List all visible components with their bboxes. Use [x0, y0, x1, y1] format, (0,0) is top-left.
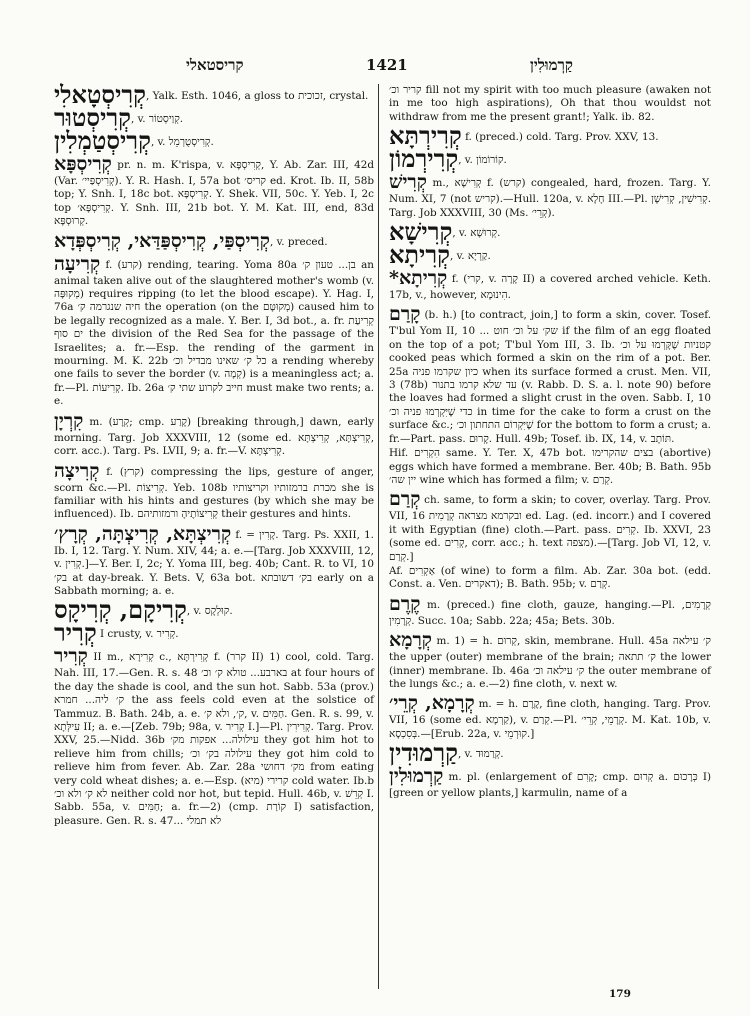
dictionary-entry	[389, 240, 711, 270]
entry-definition: I crusty, v. קְרִיר.	[96, 628, 179, 641]
entry-definition: m. (קְרָע; cmp. קָרַע) [breaking through,] dawn, early morning. Targ. Job XXXVIII, 12 (some ed. קְרִיצְתָּא, קְרִיצְתָּא, corr. acc.). Targ. Ps. LVII, 9; a. fr.—V. קְרִיצְתָּא.	[54, 415, 375, 458]
entry-definition: m. 1) = h. קְרוּם, skin, membrane. Hull. 45a ק׳ עילאה the upper (outer) membrane of the brain; ק׳ תתאה the lower (inner) membrane. Ib. 46a ק׳ עילאה וכ׳ the outer membrane of the lungs &c.; a. e.—2) fine cloth, v. next w.	[389, 635, 711, 690]
dictionary-entry	[54, 645, 374, 828]
entry-definition: , v. preced.	[269, 235, 328, 248]
entry-definition: m. = h. קֶרֶם, fine cloth, hanging. Targ. Prov. VII, 16 (some ed. קַרְמָא), v. קְרַם.—Pl. קְרָמֵי, קְרֵי׳. M. Kat. 10b, v. בְּסִכְסָא.—[Erub. 22a, v. קוּרְמֵי.]	[389, 698, 711, 740]
entry-headword: קָרַם	[389, 303, 421, 326]
entry-definition: m. pl. (enlargement of קָרִם; cmp. קְרוּם a. כְּרָכוּם I) [green or yellow plants,] karmulin, name of a	[389, 771, 712, 800]
entry-definition: , v. קוּלְקָס.	[186, 605, 233, 618]
page-header	[0, 56, 750, 78]
dictionary-entry	[389, 267, 711, 302]
entry-definition: f. (קרי, v. קָרָה II) a covered arched vehicle. Keth. 17b, v., however, הִינוּמָא.	[389, 273, 711, 302]
entry-definition: קריר וכ׳ fill not my spirit with too much pleasure (awaken not in me too high aspirations), Oh that thou wouldst not withdraw from me the present grant!; Yalk. ib. 82.	[389, 84, 712, 123]
entry-definition: f. (preced.) cold. Targ. Prov. XXV, 13.	[461, 131, 659, 144]
entry-definition: Af. אַקְרִים (of wine) to form a film. Ab. Zar. 30a bot. (edd. Const. a. Ven. דאקרים); B. Bath. 95b; v. קְרַם.	[389, 564, 712, 591]
entry-headword: קַרְמוּדִין	[389, 738, 458, 768]
entry-headword: קְרִיצָה	[54, 459, 100, 482]
entry-definition: Hif. הִקְרִים same. Y. Ter. X, 47b bot. בצים שהקרימו (abortive) eggs which have formed a membrane. Ber. 40b; B. Bath. 95b יין שה׳ wine which has formed a film; v. קְרַם.	[389, 447, 711, 486]
entry-definition: m., קְרִישָׁא f. (קרש) congealed, hard, frozen. Targ. Y. Num. XI, 7 (not קריש).—Hull. 120a, v. חָלָא III.—Pl. קְרִישִׁין, קְרִישָׁן. Targ. Job XXXVIII, 30 (Ms. קְרֵי׳).	[389, 177, 711, 219]
entry-headword: קְרַם	[389, 488, 421, 511]
entry-headword: קְרִיקָם, קְרִיקָס	[54, 595, 187, 625]
entry-headword: קֶרֶם	[389, 592, 421, 615]
entry-headword: קְרִיסְפָּא	[54, 153, 112, 175]
entry-headword: קְרִירְתָּא	[389, 121, 462, 151]
entry-headword: קִרְיָן	[54, 409, 84, 432]
entry-definition: , v. קְרַמוּד.	[457, 748, 504, 761]
entry-definition: f. (קרץ) compressing the lips, gesture of anger, scorn &c.—Pl. קְרִיצוֹת. Yeb. 108b מכרת ברמזותיו וקריצותיו she is familiar with his hints and gestures (by which she may be influenced). Ib. קְרִיצוֹתֶיהָ ורמזותיהם their gestures and hints.	[54, 465, 374, 521]
entry-headword: *קְרִיתָא	[389, 267, 448, 290]
dictionary-entry	[389, 692, 711, 741]
entry-headword: קְרִיסְטוּר	[54, 103, 132, 132]
entry-definition: (b. h.) [to contract, join,] to form a skin, cover. Tosef. T'bul Yom II, 10 ... שק׳ על וכ׳ חוט if the film of an egg floated on the top of a pot; T'bul Yom III, 3. Ib. קטניות שֶׁקָּרְמוּ על וכ׳ cooked peas which formed a skin on the rim of a pot. Ber. 25a כיון שקרמו פניה when its surface formed a crust. Men. VII, 3 (78b) עד שלא קרמו בתנור (v. Rabb. D. S. a. l. note 90) before the loaves had formed a slight crust in the oven. Sabb. I, 10 כדי שֶׁיִּקְרְמוּ פניה וכ׳ in time for the cake to form a crust on the surface &c.; שֶׁיִּקְרוֹם התחתון וכ׳ for the bottom to form a crust; a. fr.—Part. pass. קָרוּם. Hull. 49b; Tosef. ib. IX, 14, v. תּוֹתָב.	[389, 309, 712, 445]
entry-definition: f. (קרע) rending, tearing. Yoma 80a בן... טעון ק׳ an animal taken alive out of the slaughtered mother's womb (v. מְקוּפָּה) requires ripping (to let the blood escape). Y. Hag. I, 76a חיה שנגרמה ק׳ the operation (on the מְקוּטָּם) caused him to be legally recognized as a male. Y. Ber. I, 3d bot., a. fr. קְרִיעַת ים סוף the division of the Red Sea for the passage of the Israelites; a. fr.—Esp. the rending of the garment in mourning. M. K. 22b כל ק׳ שאינו מבדיל וכ׳ a rending whereby one fails to sever the border (v. קְמָה) is a meaningless act; a. fr.—Pl. קְרִיעוֹת. Ib. 26a חייב לקרוע שתי ק׳ must make two rents; a. e.	[54, 258, 374, 408]
dictionary-entry	[54, 126, 374, 155]
entry-definition: ch. same, to form a skin; to cover, overlay. Targ. Prov. VII, 16 ובקרמא מצראה קְרָמִית ed. Lag. (ed. incorr.) and I covered it with Egyptian (fine) cloth.—Part. pass. קְרִים. Ib. XXVI, 23 (some ed. קְרִים, corr. acc.; h. text מצפה).—[Targ. Job VI, 12, v. קְרַם.]	[389, 494, 711, 563]
entry-headword: קְרִיסְטָאלִי	[54, 80, 147, 109]
dictionary-entry	[54, 460, 374, 522]
entry-definition: pr. n. m. K'rispa, v. קְרִיסְפָּא, Y. Ab. Zar. III, 42d (Var. קְרִיסְפַּיי׳). Y. R. Hash. I, 57a bot קריס׳ ed. Krot. Ib. II, 58b top; Y. Snh. I, 18c bot. קְרִיסְפָּא. Y. Shek. VII, 50c. Y. Yeb. I, 2c top קְרִיסְפָּא׳. Y. Snh. III, 21b bot. Y. M. Kat. III, end, 83d קְרוּסְפָּא.	[54, 159, 374, 228]
entry-headword: קְרִישׁ	[389, 171, 427, 194]
column-divider	[378, 84, 379, 989]
entry-definition: II m., קְרִירָא c., קְרִירְתָּא f. (קרר II) 1) cool, cold. Targ. Nah. III, 17.—Gen. R. s. 48 בארבע... טולא ק׳ וכ׳ at four hours of the day the shade is cool, and the sun hot. Sabb. 53a (prov.) ק׳ ליה... חמרא the ass feels cold even at the solstice of Tammuz. B. Bath. 24b, a. e. ק׳, ולא ק׳, v. חַמִּים. Gen. R. s. 99, v. עִילְּתָא II; a. e.—[Zeb. 79b; 98a, v. קְרִיר I.]—Pl. קְרִירִין. Targ. Prov. XXV, 25.—Nidd. 36b עילולה... אפקות מק׳ they got him hot to relieve him from chills; עילולה בק׳ וכ׳ they got him cold to relieve him from fever. Ab. Zar. 28a מק׳ דחושי from eating very cold wheat dishes; a. e.—Esp. קרירי (מיא) cold water. Ib.b לא ק׳ ולא וכ׳ neither cold nor hot, but tepid. Hull. 46b, v. קְרֵשׁ I. Sabb. 55a, v. חַמִּים; a. fr.—2) (cmp. קוֹרַת I) satisfaction, pleasure. Gen. R. s. 47... לא תמלי	[54, 651, 375, 827]
entry-definition: m. (preced.) fine cloth, gauze, hanging.—Pl. קְרָמִים, קְרָמִין. Succ. 10a; Sabb. 22a; 45a; Bets. 30b.	[389, 598, 711, 627]
entry-definition: f. = קָרִין. Targ. Ps. XXII, 1. Ib. I, 12. Targ. Y. Num. XIV, 44; a. e.—[Targ. Job XXXVIII, 12, v. קְרִין.]—Y. Ber. I, 2c; Y. Yoma III, beg. 40b; Cant. R. to VI, 10 בק׳ at day-break. Y. Bets. V, 63a bot. בק׳ דשובתא early on a Sabbath morning; a. e.	[54, 528, 375, 597]
dictionary-entry	[389, 144, 711, 174]
entry-definition: , v. קְוַיסְטוֹר.	[131, 113, 184, 125]
entry-headword: קְרִיתָא	[389, 240, 450, 270]
left-column	[54, 80, 375, 829]
dictionary-entry	[54, 595, 374, 625]
entry-definition: , v. קְרוּשָׁא.	[452, 227, 501, 240]
dictionary-entry	[389, 765, 711, 800]
entry-headword: קְרִיסְטַמְלִין	[54, 126, 151, 155]
entry-definition: , Yalk. Esth. 1046, a gloss to זכוכית, crystal.	[146, 90, 369, 102]
dictionary-entry	[389, 171, 711, 220]
entry-headword: קְרִירְמוֹן	[389, 144, 459, 174]
entry-headword: קְרָמָא, קְרֵי׳	[389, 692, 475, 715]
dictionary-entry	[54, 153, 374, 229]
dictionary-entry	[54, 523, 374, 599]
dictionary-entry	[54, 230, 374, 252]
entry-headword: קַרְמוּלִין	[389, 765, 444, 788]
dictionary-entry	[54, 253, 374, 409]
dictionary-entry	[389, 303, 711, 446]
dictionary-entry	[54, 410, 374, 459]
dictionary-entry	[389, 593, 711, 628]
right-column	[389, 84, 711, 802]
signature-number: 179	[609, 988, 631, 1000]
entry-definition: , v. קְרִיסְטֻרְמֵל.	[150, 136, 214, 148]
dictionary-entry	[389, 738, 711, 768]
dictionary-entry	[389, 629, 711, 691]
dictionary-entry	[389, 488, 711, 564]
entry-headword: קְרִיר	[54, 645, 88, 668]
dictionary-entry	[389, 447, 711, 487]
dictionary-entry	[54, 618, 374, 648]
header-left-word: קריסטאלי	[186, 56, 244, 74]
dictionary-entry	[389, 565, 711, 592]
entry-headword: קְרִיצְתָּא, קְרִיצְתָּה, קְרָץ׳	[54, 522, 232, 545]
page-number: 1421	[366, 56, 408, 74]
entry-headword: קְרִישָׁא	[389, 217, 453, 247]
entry-headword: קְרִיר	[54, 618, 97, 648]
header-right-word: קַרְמוּלִין	[530, 56, 573, 74]
entry-headword: קְרִיסְפַּי, קְרִיסְפַּדַּאי, קְרִיסְפְּדָא	[54, 229, 270, 252]
entry-definition: , v. קַרְיָא.	[449, 250, 491, 263]
entry-headword: קְרָמָא	[389, 629, 432, 652]
dictionary-entry	[389, 84, 711, 124]
entry-headword: קְרִיעָה	[54, 252, 101, 275]
entry-definition: , v. קוֹרוֹמוֹן.	[458, 154, 507, 167]
